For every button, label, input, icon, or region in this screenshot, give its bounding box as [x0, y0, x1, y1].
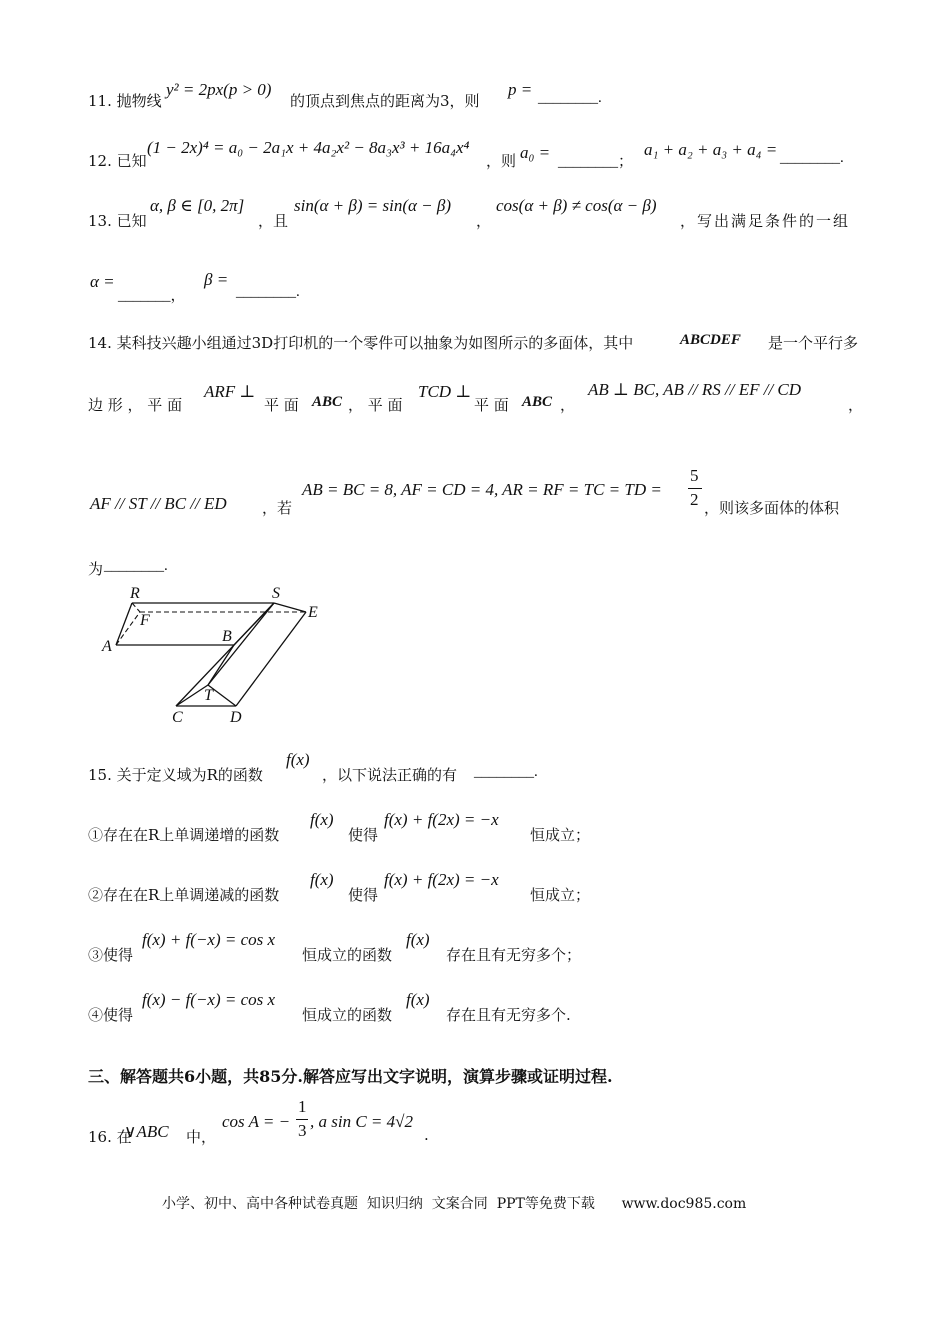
q13-formula2: sin(α + β) = sin(α − β) [294, 196, 452, 215]
q14-abcdef: ABCDEF [680, 332, 741, 348]
q13-text2: ， [476, 212, 492, 230]
label-E: E [308, 604, 318, 621]
edge-af-hidden [116, 612, 140, 645]
q13-formula1: α, β ∈ [0, 2π] [150, 196, 245, 215]
q15-item3-pre: ③使得 [88, 946, 134, 964]
q14-relation2: AF // ST // BC // ED [90, 494, 227, 513]
q11-answer-label: p = [508, 80, 533, 99]
label-A: A [102, 638, 112, 655]
q11-number: 11. 抛物线 [88, 92, 162, 110]
q14-abc2: ABC [522, 394, 553, 410]
q12-blank2: ________. [780, 150, 844, 166]
q15-item4-eq: f(x) − f(−x) = cos x [142, 990, 276, 1009]
q12-ans1-label: a₀ = [520, 143, 551, 162]
q14-frac-num: 5 [690, 466, 699, 485]
edge-sc [176, 603, 274, 706]
q16-end: . [424, 1126, 429, 1144]
q16-frac-bar [296, 1119, 308, 1120]
q16-frac-den: 3 [298, 1121, 307, 1140]
q14-tcd: TCD ⊥ [418, 382, 472, 401]
q14-frac-den: 2 [690, 490, 699, 509]
q14-line1: 14. 某科技兴趣小组通过3D打印机的一个零件可以抽象为如图所示的多面体，其中 [88, 334, 634, 352]
q11-blank: ________. [538, 90, 602, 106]
q14-pm3: 平 面 [474, 396, 509, 414]
polyhedron-figure [96, 582, 336, 728]
q14-ruo: ，若 [262, 499, 293, 517]
q11-formula: y² = 2px(p > 0) [166, 80, 272, 99]
q12-blank1: ________； [558, 154, 634, 170]
label-D: D [230, 709, 242, 726]
q14-arf: ARF ⊥ [204, 382, 256, 401]
q12-text: ，则 [486, 152, 517, 170]
q12-number: 12. 已知 [88, 152, 147, 170]
q16-formula: cos A = − [222, 1112, 291, 1131]
q15-number: 15. 关于定义域为R的函数 [88, 766, 263, 784]
q13-beta-label: β = [204, 270, 229, 289]
q14-blank: ________. [104, 558, 168, 574]
q11-text: 的顶点到焦点的距离为3，则 [290, 92, 480, 110]
label-S: S [272, 585, 280, 602]
label-F: F [140, 612, 150, 629]
edge-se [274, 603, 306, 612]
q15-item2-pre: ②存在在R上单调递减的函数 [88, 886, 280, 904]
edge-ts [208, 603, 274, 685]
q13-text1: ，且 [258, 212, 289, 230]
q14-bx: 边 形 ， 平 面 [88, 396, 183, 414]
q16-frac-num: 1 [298, 1097, 307, 1116]
q15-item4-fx: f(x) [406, 990, 430, 1009]
q13-blank2: ________. [236, 284, 300, 300]
q13-formula3: cos(α + β) ≠ cos(α − β) [496, 196, 657, 215]
q15-text: ，以下说法正确的有 [322, 766, 458, 784]
q14-pm1: 平 面 [264, 396, 299, 414]
q12-ans2-label: a₁ + a₂ + a₃ + a₄ = [644, 140, 778, 159]
q16-triangle: ∨ABC [124, 1122, 169, 1141]
edge-ra [116, 603, 132, 645]
q15-item1-fx: f(x) [310, 810, 334, 829]
q14-pm2: ， 平 面 [348, 396, 403, 414]
label-B: B [222, 628, 232, 645]
q15-item4-mid: 恒成立的函数 [302, 1006, 393, 1024]
q14-tail: ，则该多面体的体积 [704, 499, 840, 517]
q14-wei: 为 [88, 560, 104, 578]
q15-item3-fx: f(x) [406, 930, 430, 949]
q14-lengths: AB = BC = 8, AF = CD = 4, AR = RF = TC = TD = [302, 480, 662, 499]
q15-item2-post: 恒成立； [530, 886, 591, 904]
q14-abc1: ABC [312, 394, 343, 410]
label-R: R [130, 585, 140, 602]
section3-title: 三、解答题共6小题，共85分.解答应写出文字说明，演算步骤或证明过程. [88, 1067, 613, 1086]
q14-frac-bar [688, 488, 702, 489]
q15-item4-pre: ④使得 [88, 1006, 134, 1024]
label-C: C [172, 709, 183, 726]
q13-number: 13. 已知 [88, 212, 147, 230]
q16-zhong: 中， [186, 1128, 217, 1146]
q15-item4-post: 存在且有无穷多个. [446, 1006, 571, 1024]
q12-formula: (1 − 2x)⁴ = a₀ − 2a₁x + 4a₂x² − 8a₃x³ + 16a₄x⁴ [147, 138, 470, 157]
q14-comma: ， [560, 396, 576, 414]
q16-formula2: , a sin C = 4√2 [310, 1112, 413, 1131]
q14-line1-end: 是一个平行多 [768, 334, 859, 352]
q15-item3-post: 存在且有无穷多个； [446, 946, 582, 964]
q15-item3-eq: f(x) + f(−x) = cos x [142, 930, 276, 949]
edge-rf-hidden [132, 603, 140, 612]
q14-rel1-end: ， [848, 396, 864, 414]
label-T: T [204, 687, 213, 704]
q15-item2-eq: f(x) + f(2x) = −x [384, 870, 499, 889]
footer-text: 小学、初中、高中各种试卷真题 知识归纳 文案合同 PPT等免费下载 www.doc985.com [162, 1196, 747, 1212]
edge-ed [236, 612, 306, 706]
q13-alpha-label: α = [90, 272, 115, 291]
q14-relation1: AB ⊥ BC, AB // RS // EF // CD [588, 380, 802, 399]
q15-item1-post: 恒成立； [530, 826, 591, 844]
q13-blank1: _______， [118, 288, 186, 304]
edge-bt [208, 645, 234, 685]
q15-item2-fx: f(x) [310, 870, 334, 889]
q15-item2-mid: 使得 [348, 886, 379, 904]
q15-fx: f(x) [286, 750, 310, 769]
q15-item3-mid: 恒成立的函数 [302, 946, 393, 964]
q16-number: 16. 在 [88, 1128, 132, 1146]
q15-item1-eq: f(x) + f(2x) = −x [384, 810, 499, 829]
q15-item1-mid: 使得 [348, 826, 379, 844]
q15-blank: ________. [474, 764, 538, 780]
q13-text3: ，写出满足条件的一组 [680, 212, 851, 230]
q15-item1-pre: ①存在在R上单调递增的函数 [88, 826, 280, 844]
